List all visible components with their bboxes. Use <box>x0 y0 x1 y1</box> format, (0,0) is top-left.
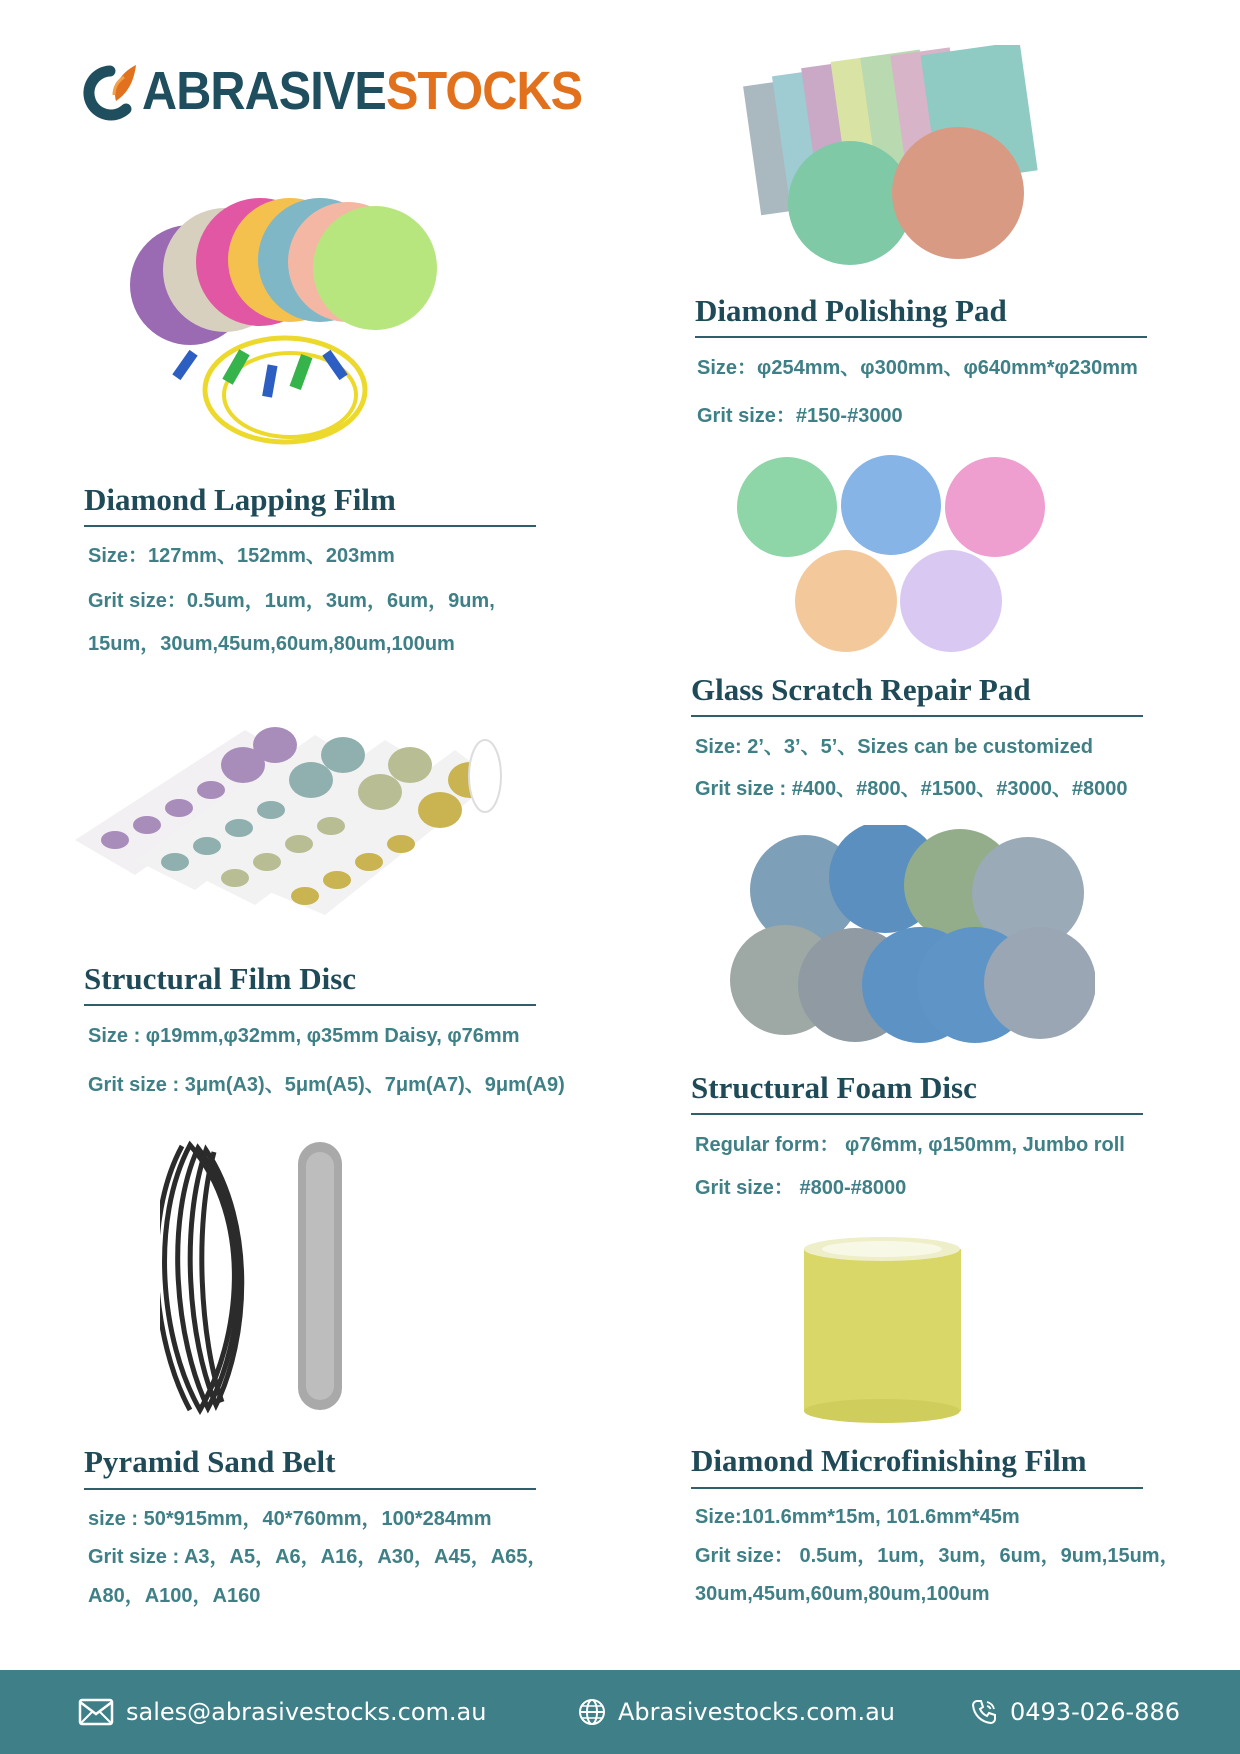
website-text: Abrasivestocks.com.au <box>618 1698 895 1726</box>
product-spec: Size: 2’、3’、5’、Sizes can be customized <box>695 736 1093 758</box>
product-spec: Grit size： #800-#8000 <box>695 1177 907 1199</box>
disc-rolls-icon <box>75 700 505 920</box>
product-title: Diamond Microfinishing Film <box>691 1443 1087 1478</box>
email-link[interactable] <box>78 1670 486 1754</box>
film-roll-icon <box>800 1235 965 1425</box>
brand-name-part2: STOCKS <box>385 61 583 121</box>
lapping-film-discs-icon <box>120 190 450 460</box>
phone-text: 0493-026-886 <box>1010 1698 1181 1726</box>
product-spec: Grit size：#150-#3000 <box>697 405 903 427</box>
email-text: sales@abrasivestocks.com.au <box>126 1698 487 1726</box>
mail-icon <box>78 1698 114 1726</box>
product-spec: A80，A100，A160 <box>88 1585 261 1607</box>
title-divider <box>691 1487 1143 1489</box>
product-spec: Size：127mm、152mm、203mm <box>88 545 395 567</box>
product-spec: Size:101.6mm*15m, 101.6mm*45m <box>695 1506 1020 1528</box>
contact-footer <box>0 1670 1240 1754</box>
phone-icon <box>970 1698 998 1726</box>
product-spec: Regular form： φ76mm, φ150mm, Jumbo roll <box>695 1134 1125 1156</box>
globe-icon <box>578 1698 606 1726</box>
brand-name <box>142 61 583 121</box>
brand-logo <box>76 58 631 124</box>
product-spec: Grit size : A3，A5，A6，A16，A30，A45，A65， <box>88 1546 548 1568</box>
product-title: Diamond Polishing Pad <box>695 293 1007 328</box>
sand-belts-icon <box>160 1140 360 1415</box>
product-spec: Grit size : 3μm(A3)、5μm(A5)、7μm(A7)、9μm(A9) <box>88 1074 565 1096</box>
website-link[interactable] <box>578 1670 895 1754</box>
title-divider <box>84 1004 536 1006</box>
product-title: Glass Scratch Repair Pad <box>691 672 1031 707</box>
product-spec: Size : φ19mm,φ32mm, φ35mm Daisy, φ76mm <box>88 1025 520 1047</box>
brand-name-part1: ABRASIVE <box>142 61 386 121</box>
product-spec: Grit size : #400、#800、#1500、#3000、#8000 <box>695 778 1128 800</box>
product-title: Diamond Lapping Film <box>84 482 396 517</box>
phone-link[interactable] <box>970 1670 1180 1754</box>
product-spec: Grit size： 0.5um，1um，3um，6um，9um,15um， <box>695 1545 1180 1567</box>
title-divider <box>691 1113 1143 1115</box>
product-spec: Grit size：0.5um，1um，3um，6um，9um, <box>88 590 495 612</box>
product-spec: 15um，30um,45um,60um,80um,100um <box>88 633 455 655</box>
product-title: Structural Foam Disc <box>691 1070 977 1105</box>
product-spec: Size：φ254mm、φ300mm、φ640mm*φ230mm <box>697 357 1138 379</box>
title-divider <box>695 336 1147 338</box>
brand-mark-icon <box>76 61 142 121</box>
stacked-mesh-pads-icon <box>740 45 1060 275</box>
product-spec: size : 50*915mm，40*760mm，100*284mm <box>88 1508 492 1530</box>
title-divider <box>691 715 1143 717</box>
product-spec: 30um,45um,60um,80um,100um <box>695 1583 990 1605</box>
title-divider <box>84 525 536 527</box>
colored-pads-icon <box>735 455 1055 655</box>
product-title: Pyramid Sand Belt <box>84 1444 336 1479</box>
product-title: Structural Film Disc <box>84 961 357 996</box>
title-divider <box>84 1488 536 1490</box>
foam-discs-icon <box>730 825 1095 1050</box>
